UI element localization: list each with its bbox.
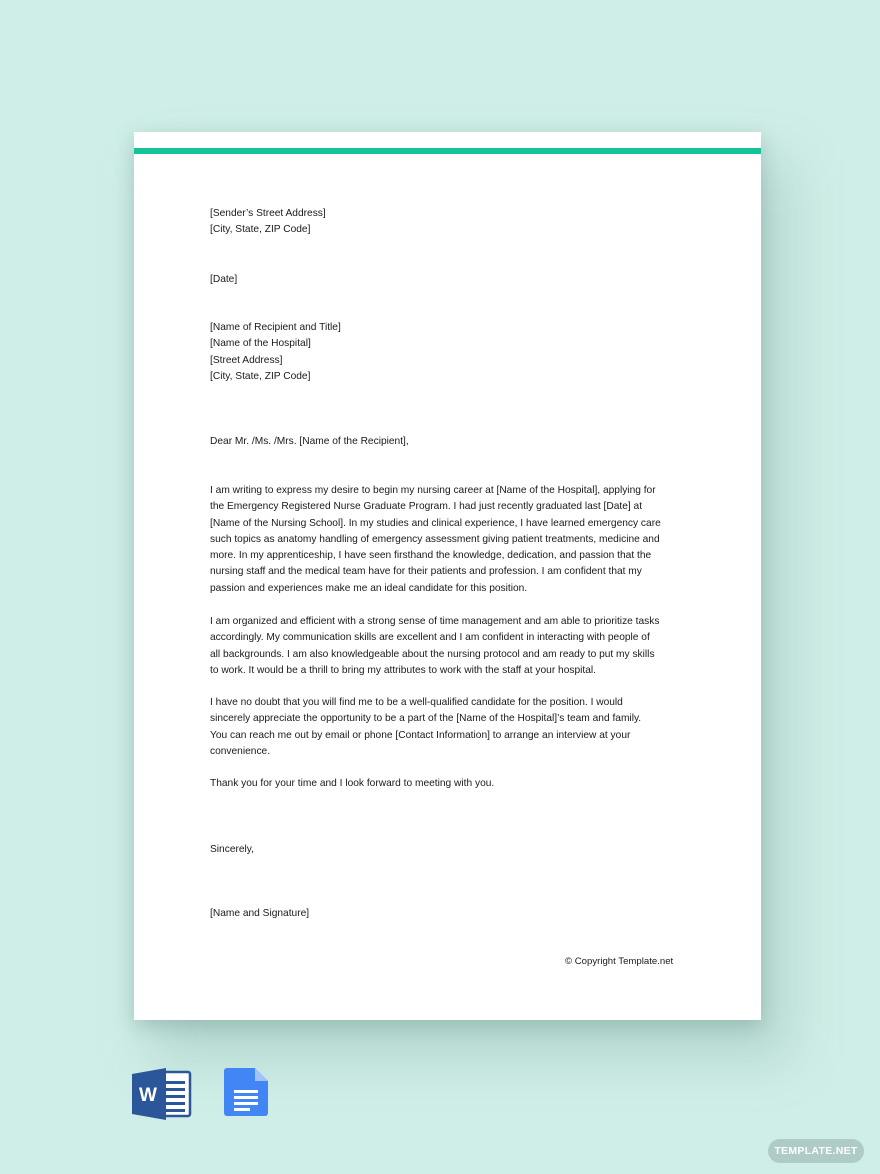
paragraph-line: all backgrounds. I am also knowledgeable about the nursing protocol and am ready to put my skills — [210, 648, 655, 660]
paragraph-line: I am organized and efficient with a strong sense of time management and am able to prioritize tasks — [210, 616, 660, 627]
closing-text: Sincerely, — [210, 844, 254, 855]
paragraph-line: the Emergency Registered Nurse Graduate Program. I had just recently graduated last [Date] at — [210, 501, 643, 513]
recipient-name-title: [Name of Recipient and Title] — [210, 322, 341, 333]
recipient-street: [Street Address] — [210, 354, 283, 366]
paragraph-line: convenience. — [210, 745, 271, 757]
template-net-badge: TEMPLATE.NET — [768, 1139, 864, 1163]
accent-bar — [134, 148, 761, 154]
body-paragraph-3 — [210, 695, 690, 760]
copyright-text: © Copyright Template.net — [565, 956, 674, 967]
paragraph-line: [Name of the Nursing School]. In my studies and clinical experience, I have learned emergency care — [210, 517, 661, 529]
paragraph-line: accordingly. My communication skills are excellent and I am confident in interacting with people of — [210, 632, 650, 644]
paragraph-line: such topics as anatomy handling of emergency assessment giving patient treatments, medicine and — [210, 533, 660, 545]
paragraph-line: You can reach me out by email or phone [Contact Information] to arrange an interview at your — [210, 729, 631, 741]
sender-address — [210, 206, 690, 239]
word-icon-letter: W — [139, 1085, 157, 1106]
paragraph-line: nursing staff and the medical team have for their patients and profession. I am confident that my — [210, 566, 642, 578]
paragraph-line: I am writing to express my desire to begin my nursing career at [Name of the Hospital], applying for — [210, 485, 656, 496]
paragraph-line: more. In my apprenticeship, I have seen firsthand the knowledge, dedication, and passion that the — [210, 550, 652, 562]
salutation-text: Dear Mr. /Ms. /Mrs. [Name of the Recipient], — [210, 436, 409, 447]
paragraph-line: sincerely appreciate the opportunity to be a part of the [Name of the Hospital]’s team and family. — [210, 713, 642, 725]
recipient-hospital: [Name of the Hospital] — [210, 338, 311, 350]
sender-street: [Sender’s Street Address] — [210, 208, 326, 219]
google-docs-icon[interactable] — [224, 1068, 268, 1116]
paragraph-line: passion and experiences make me an ideal candidate for this position. — [210, 582, 528, 594]
recipient-city: [City, State, ZIP Code] — [210, 370, 311, 382]
word-icon[interactable] — [132, 1068, 192, 1120]
sender-city: [City, State, ZIP Code] — [210, 224, 311, 236]
body-paragraph-2 — [210, 614, 690, 679]
date-text: [Date] — [210, 274, 238, 285]
salutation — [210, 434, 690, 450]
body-paragraph-1 — [210, 483, 690, 597]
signature-block — [210, 906, 690, 922]
letter-date — [210, 272, 690, 288]
paragraph-line: to work. It would be a thrill to bring my attributes to work with the staff at your hospital. — [210, 664, 596, 676]
body-paragraph-4 — [210, 776, 690, 792]
paragraph-line: I have no doubt that you will find me to be a well-qualified candidate for the position. I would — [210, 697, 623, 708]
closing — [210, 842, 690, 858]
letter-page — [134, 132, 761, 1020]
recipient-address — [210, 320, 690, 385]
signature-text: [Name and Signature] — [210, 908, 310, 919]
paragraph-line: Thank you for your time and I look forward to meeting with you. — [210, 778, 495, 789]
